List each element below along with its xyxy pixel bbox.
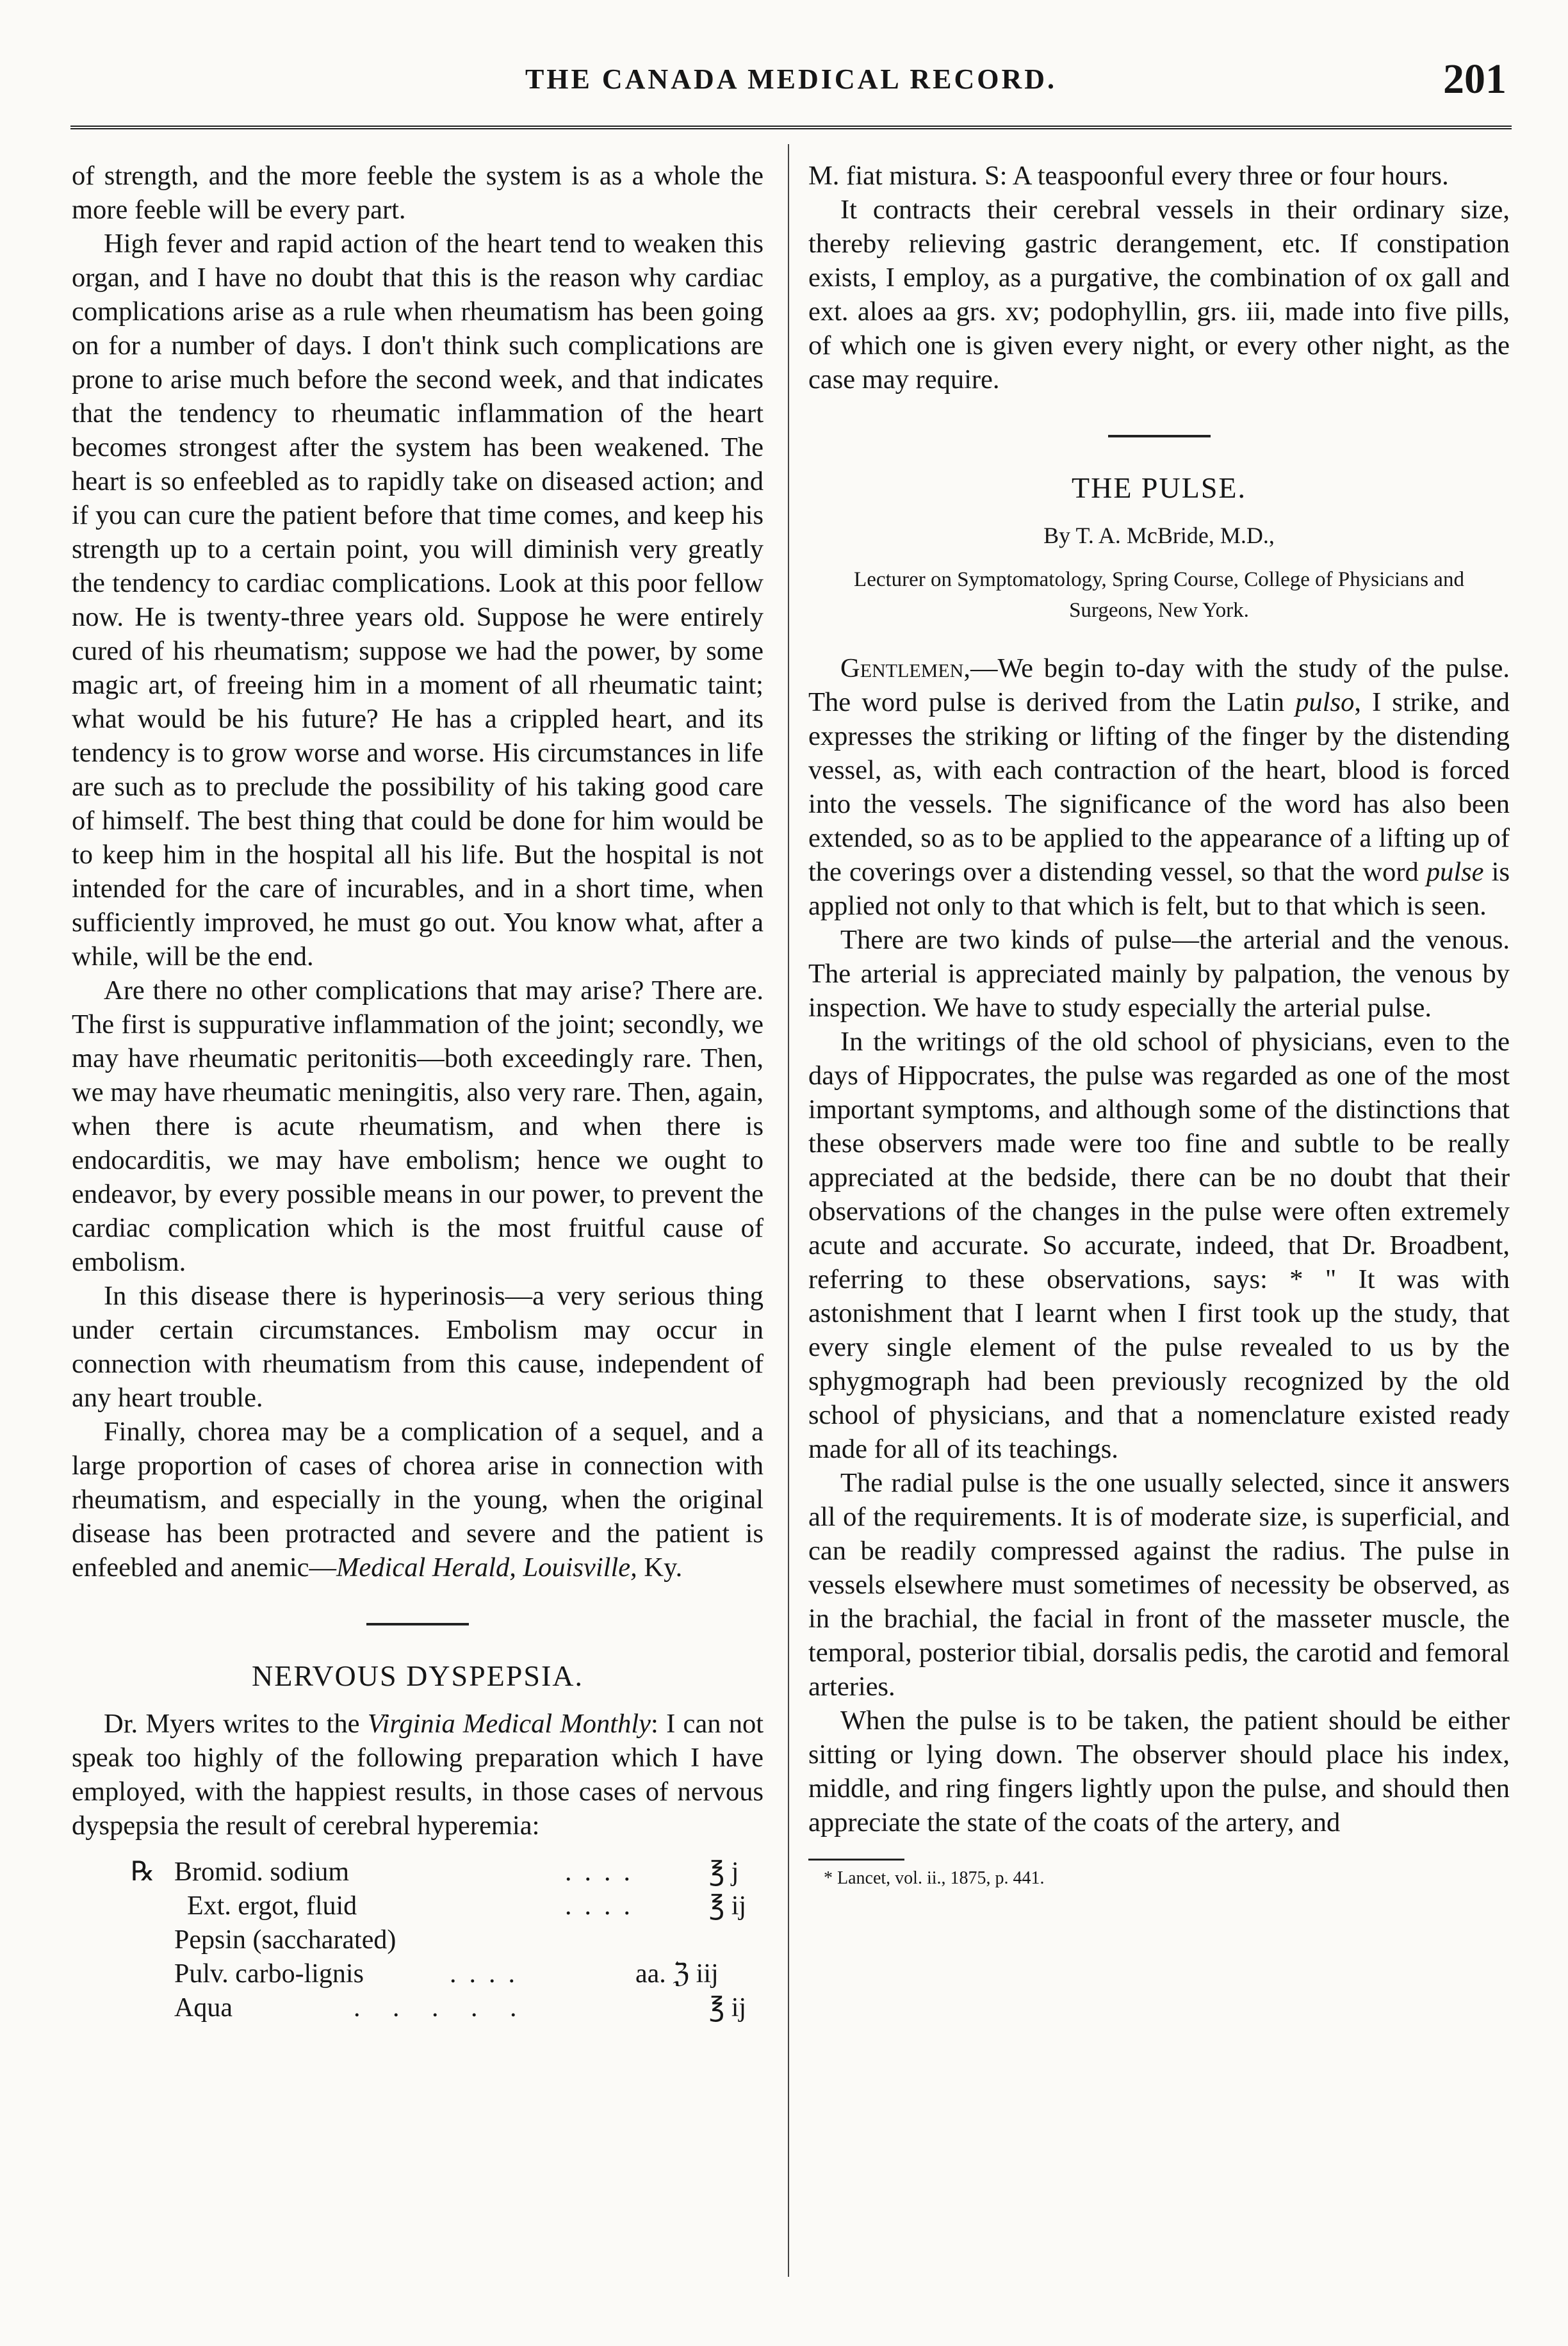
paragraph: In the writings of the old school of physicians, even to the days of Hippocrates, the pulse was regarded as one of the most important symptoms, and although some of the distinctions that these observers made were too fine and subtle to be really appreciated at the bedside, there can be no doubt that their observations of the changes in the pulse were often extremely acute and accurate. So accurate, indeed, that Dr. Broadbent, referring to these observations, says: * " It was with astonishment that I learnt when I first took up the study, that every single element of the pulse revealed to us by the sphygmograph had been previously recognized by the old school of physicians, and that a nomenclature existed ready made for all of its teachings. [808,1027,1510,1464]
dot-leader: .... [450,1959,528,1989]
citation-state: Ky. [637,1552,683,1583]
paragraph-with-citation [72,1415,764,1584]
paragraph: When the pulse is to be taken, the patient should be either sitting or lying down. The observer should place his index, middle, and ring fingers lightly upon the pulse, and should then appreciate the state of the coats of the artery, and [808,1706,1510,1837]
right-column [808,159,1510,1890]
section-title-the-pulse: THE PULSE. [1072,471,1246,504]
latin-word: pulso [1295,687,1355,717]
paragraph: The radial pulse is the one usually selected, since it answers all of the requirements. It is of moderate size, is superficial, and can be readily compressed against the radius. The pulse in vessels elsewhere must sometimes of necessity be observed, as in the brachial, the facial in front of the masseter muscle, the temporal, posterior tibial, dorsalis pedis, the carotid and femoral arteries. [808,1468,1510,1702]
running-head [70,56,1512,117]
salutation: Gentlemen, [840,653,970,683]
ingredient-name: Bromid. sodium [174,1857,350,1887]
section-rule [366,1623,469,1625]
ingredient-name: Pepsin (saccharated) [174,1925,396,1955]
paragraph: Are there no other complications that may arise? There are. The first is suppurative inflammation of the joint; secondly, we may have rheumatic peritonitis—both exceedingly rare. Then, we may have rheumatic meningitis, also very rare. Then, again, when there is acute rheumatism, and when there is endocarditis, we may have embolism; hence we ought to endeavor, by every possible means in our power, to prevent the cardiac complication which is the most fruitful cause of embolism. [72,975,764,1277]
paragraph: High fever and rapid action of the heart tend to weaken this organ, and I have no doubt that this is the reason why cardiac complications arise as a rule when rheumatism has been going on for a number of days. I don't think such complications are prone to arise much before the second week, and that indicates that the tendency to rheumatic inflammation of the heart becomes strongest after the system has been weakened. The heart is so enfeebled as to rapidly take on diseased action; and if you can cure the patient before that time comes, and keep his strength up to a certain point, you will diminish very greatly the tendency to cardiac complications. Look at this poor fellow now. He is twenty-three years old. Suppose he were entirely cured of his rheumatism; suppose we had the power, by some magic art, of freeing him in a moment of all rheumatic taint; what would be his future? He has a crippled heart, and its tendency is to grow worse and worse. His circumstances in life are such as to preclude the possibility of his taking good care of himself. The best thing that could be done for him would be to keep him in the hospital all his life. But the hospital is not intended for the care of incurables, and in a short time, when sufficiently improved, he must go out. You know what, after a while, will be the end. [72,229,764,972]
header-rule [70,126,1512,129]
running-title: THE CANADA MEDICAL RECORD. [525,63,1058,95]
paragraph-text: , I strike, and expresses the striking or lifting of the finger by the distending vessel, as, with each contraction of the heart, blood is forced into the vessels. The significance of the word has also been extended, so as to be applied to the appearance of a lifting up of the coverings over a distending vessel, so that the word [808,687,1510,887]
citation-dash: — [309,1552,336,1583]
paragraph: of strength, and the more feeble the system is as a whole the more feeble will be every part. [72,161,764,225]
citation-source: Medical Herald, Louisville, [336,1552,637,1583]
emphasized-word: pulse [1426,857,1484,887]
dyspepsia-intro [72,1707,764,1843]
ingredient-name: Aqua [174,1993,233,2023]
paragraph: It contracts their cerebral vessels in their ordinary size, thereby relieving gastric derangement, etc. If constipation exists, I employ, as a purgative, the combination of ox gall and ext. aloes aa grs. xv; podophyllin, grs. iii, made into five pills, of which one is given every night, or every other night, as the case may require. [808,195,1510,395]
dot-leader: .... [565,1857,643,1887]
column-divider [788,144,789,2277]
dot-leader: . . . . . [354,1993,530,2023]
ingredient-quantity: aa. ℨ iij [635,1959,719,1989]
paragraph-text: Finally, chorea may be a complication of a sequel, and a large proportion of cases of chorea arise in connection with rheumatism, and especially in the young, when the original disease has been protracted and severe and the patient is enfeebled and anemic [72,1417,764,1583]
paragraph [808,651,1510,923]
section-rule [1108,435,1211,437]
prescription-row [72,1991,764,2025]
left-column [72,159,764,2025]
page-number: 201 [1443,56,1507,102]
section-title-nervous-dyspepsia: NERVOUS DYSPEPSIA. [252,1659,584,1692]
ingredient-quantity: ℥ j [709,1857,739,1887]
paragraph: There are two kinds of pulse—the arterial and the venous. The arterial is appreciated mainly by palpation, the venous by inspection. We have to study especially the arterial pulse. [808,925,1510,1023]
recipe-symbol: ℞ [131,1857,155,1887]
author-byline: By T. A. McBride, M.D., [1043,523,1275,548]
ingredient-quantity: ℥ ij [709,1993,747,2023]
ingredient-quantity: ℥ ij [709,1891,747,1921]
prescription [72,1855,764,2025]
prescription-row [72,1889,764,1923]
journal-title: Virginia Medical Monthly [367,1709,651,1739]
footnote: * Lancet, vol. ii., 1875, p. 441. [824,1868,1045,1888]
ingredient-name: Pulv. carbo-lignis [174,1959,364,1989]
paragraph-text: is applied not only to that which is felt, but to that which is seen. [808,857,1510,921]
intro-text: Dr. Myers writes to the [104,1709,368,1739]
dot-leader: .... [565,1891,643,1921]
author-affiliation: Lecturer on Symptomatology, Spring Course, College of Physicians and Surgeons, New York. [854,568,1464,622]
prescription-row [72,1957,764,1991]
paragraph: In this disease there is hyperinosis—a very serious thing under certain circumstances. Embolism may occur in connection with rheumatism from this cause, independent of any heart trouble. [72,1281,764,1413]
paragraph: M. fiat mistura. S: A teaspoonful every three or four hours. [808,161,1449,191]
paragraph-text: —We begin to-day with the study of the pulse. The word pulse is derived from the Latin [808,653,1510,717]
footnote-rule [808,1859,904,1861]
intro-text: : I can not speak too highly of the following preparation which I have employed, with the happiest results, in those cases of nervous dyspepsia the result of cerebral hyperemia: [72,1709,764,1841]
prescription-row [72,1855,764,1889]
ingredient-name: Ext. ergot, fluid [187,1891,357,1921]
prescription-row [72,1923,764,1957]
